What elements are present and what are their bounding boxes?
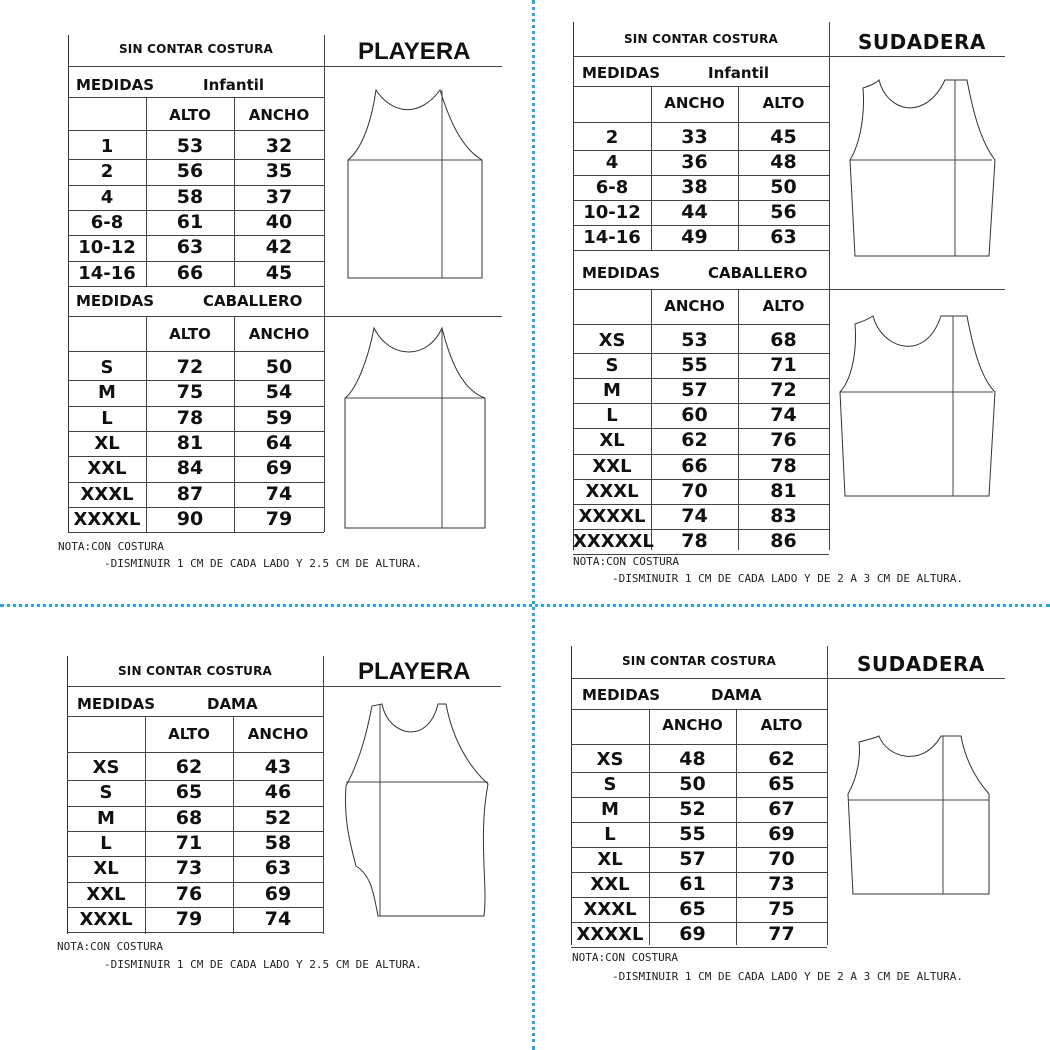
measure-value: 32	[265, 135, 293, 157]
measure-value: 76	[770, 429, 797, 452]
measure-value: 77	[768, 923, 795, 945]
note-text: -DISMINUIR 1 CM DE CADA LADO Y DE 2 A 3 CM DE ALTURA.	[612, 572, 963, 585]
measure-value: 65	[768, 773, 795, 795]
table-header: SIN CONTAR COSTURA	[623, 32, 779, 46]
section-label: MEDIDAS	[77, 695, 156, 713]
column-header: ALTO	[762, 94, 805, 112]
column-header: ALTO	[169, 325, 211, 343]
size-label: 14-16	[583, 227, 641, 248]
size-label: XL	[599, 430, 625, 452]
column-header: ANCHO	[248, 106, 310, 124]
measure-value: 61	[679, 873, 706, 895]
measure-value: 38	[681, 176, 708, 198]
measure-value: 44	[681, 201, 708, 223]
section-label: MEDIDAS	[582, 686, 661, 704]
measure-value: 46	[264, 781, 292, 804]
measure-value: 52	[264, 806, 292, 829]
measure-value: 67	[768, 798, 795, 820]
size-label: L	[100, 832, 112, 854]
measure-value: 43	[264, 756, 292, 778]
measure-value: 79	[175, 907, 203, 930]
measure-value: 63	[770, 226, 797, 248]
size-label: 1	[100, 136, 114, 157]
measure-value: 56	[176, 160, 204, 183]
size-label: M	[601, 799, 619, 820]
measure-value: 68	[175, 806, 203, 829]
measure-value: 56	[770, 201, 797, 223]
measure-value: 90	[176, 507, 204, 530]
measure-value: 73	[768, 873, 795, 895]
measure-value: 74	[265, 482, 293, 505]
size-label: 2	[605, 127, 619, 148]
measure-value: 61	[176, 210, 204, 233]
measure-value: 86	[770, 529, 797, 552]
measure-value: 73	[175, 857, 203, 880]
measure-value: 50	[770, 176, 797, 198]
measure-value: 50	[265, 356, 293, 378]
sleeveless-top-outline-icon	[843, 728, 995, 898]
measure-value: 79	[265, 507, 293, 530]
size-label: XXL	[87, 458, 127, 480]
measure-value: 48	[679, 748, 706, 770]
size-label: 4	[100, 186, 114, 208]
measure-value: 70	[768, 848, 795, 870]
measure-value: 65	[175, 781, 203, 804]
note-text: -DISMINUIR 1 CM DE CADA LADO Y 2.5 CM DE ALTURA.	[104, 557, 422, 570]
table-header: SIN CONTAR COSTURA	[117, 664, 273, 678]
measure-value: 62	[768, 748, 795, 770]
size-label: XXXXL	[73, 508, 141, 530]
section-category: Infantil	[708, 64, 770, 82]
size-label: 6-8	[595, 177, 629, 198]
garment-title: PLAYERA	[358, 658, 471, 685]
measure-value: 69	[264, 882, 292, 905]
measure-value: 70	[681, 479, 708, 502]
row-divider	[571, 947, 827, 948]
measure-value: 71	[175, 831, 203, 854]
measure-value: 78	[176, 406, 204, 429]
note-text: -DISMINUIR 1 CM DE CADA LADO Y 2.5 CM DE ALTURA.	[104, 958, 422, 971]
size-label: XS	[598, 330, 626, 351]
measure-value: 62	[681, 429, 708, 452]
size-label: XXL	[592, 455, 632, 477]
measure-value: 52	[679, 798, 706, 820]
measure-value: 74	[681, 504, 708, 527]
size-label: 10-12	[583, 202, 641, 223]
measure-value: 62	[175, 756, 203, 778]
size-label: XS	[596, 749, 624, 770]
size-label: 6-8	[90, 211, 124, 233]
size-label: XXL	[86, 883, 126, 905]
measure-value: 50	[679, 773, 706, 795]
section-category: Infantil	[203, 76, 265, 94]
measure-value: 68	[770, 329, 797, 351]
column-header: ANCHO	[247, 725, 309, 743]
column-header: ANCHO	[662, 716, 723, 734]
garment-title: PLAYERA	[358, 38, 471, 65]
section-label: MEDIDAS	[582, 264, 661, 282]
measure-value: 65	[679, 898, 706, 920]
measure-value: 58	[264, 831, 292, 854]
measure-value: 60	[681, 404, 708, 427]
measure-value: 71	[770, 354, 797, 377]
section-label: MEDIDAS	[76, 76, 155, 94]
measure-value: 48	[770, 151, 797, 173]
measure-value: 87	[176, 482, 204, 505]
measure-value: 84	[176, 457, 204, 480]
measure-value: 69	[265, 457, 293, 480]
size-label: 2	[100, 161, 114, 183]
measure-value: 72	[176, 356, 204, 378]
measure-value: 59	[265, 406, 293, 429]
table-header: SIN CONTAR COSTURA	[621, 654, 777, 668]
size-label: XXXL	[583, 899, 637, 920]
garment-title: SUDADERA	[857, 652, 985, 676]
size-label: M	[97, 807, 115, 829]
measure-value: 74	[264, 907, 292, 930]
size-label: XXXXL	[578, 505, 646, 527]
measure-value: 33	[681, 126, 708, 148]
column-header: ALTO	[760, 716, 803, 734]
column-header: ANCHO	[248, 325, 310, 343]
column-header: ANCHO	[664, 94, 725, 112]
measure-value: 74	[770, 404, 797, 427]
measure-value: 69	[768, 823, 795, 845]
measure-value: 63	[264, 857, 292, 880]
size-label: M	[98, 382, 116, 404]
measure-value: 35	[265, 160, 293, 183]
size-label: S	[605, 355, 619, 377]
size-label: XXXL	[585, 480, 639, 502]
measure-value: 37	[265, 185, 293, 208]
size-label: XL	[93, 858, 119, 880]
column-header: ALTO	[169, 106, 211, 124]
size-label: XXXXL	[576, 924, 644, 945]
measure-value: 64	[265, 431, 293, 454]
column-header: ALTO	[762, 297, 805, 315]
size-label: S	[99, 782, 113, 804]
measure-value: 55	[681, 354, 708, 377]
measure-value: 45	[265, 261, 293, 284]
table-header: SIN CONTAR COSTURA	[118, 42, 274, 56]
note-title: NOTA:CON COSTURA	[573, 555, 679, 568]
measure-value: 36	[681, 151, 708, 173]
measure-value: 49	[681, 226, 708, 248]
size-label: L	[606, 405, 618, 427]
note-text: -DISMINUIR 1 CM DE CADA LADO Y DE 2 A 3 CM DE ALTURA.	[612, 970, 963, 983]
measure-value: 58	[176, 185, 204, 208]
size-label: S	[100, 357, 114, 378]
note-title: NOTA:CON COSTURA	[572, 951, 678, 964]
measure-value: 45	[770, 126, 797, 148]
size-label: XXXL	[80, 483, 134, 505]
size-label: S	[603, 774, 617, 795]
size-label: XL	[94, 432, 120, 454]
size-label: 10-12	[78, 237, 136, 259]
measure-value: 78	[681, 529, 708, 552]
size-label: M	[603, 380, 621, 402]
size-label: XL	[597, 849, 623, 870]
measure-value: 66	[176, 261, 204, 284]
size-label: L	[101, 407, 113, 429]
column-header: ANCHO	[664, 297, 725, 315]
measure-value: 54	[265, 381, 293, 404]
measure-value: 55	[679, 823, 706, 845]
section-label: MEDIDAS	[582, 64, 661, 82]
measure-value: 78	[770, 454, 797, 477]
section-category: DAMA	[711, 686, 762, 704]
size-label: XXXXXL	[573, 530, 654, 552]
size-label: L	[604, 824, 616, 845]
size-label: XXXL	[79, 908, 133, 930]
measure-value: 75	[176, 381, 204, 404]
note-title: NOTA:CON COSTURA	[57, 940, 163, 953]
measure-value: 66	[681, 454, 708, 477]
measure-value: 69	[679, 923, 706, 945]
section-category: CABALLERO	[203, 292, 303, 310]
measure-value: 40	[265, 210, 293, 233]
measure-value: 83	[770, 504, 797, 527]
garment-title: SUDADERA	[858, 30, 986, 54]
measure-value: 81	[176, 431, 204, 454]
measure-value: 72	[770, 379, 797, 402]
measure-value: 57	[681, 379, 708, 402]
note-title: NOTA:CON COSTURA	[58, 540, 164, 553]
measure-value: 57	[679, 848, 706, 870]
section-category: DAMA	[207, 695, 258, 713]
size-label: 14-16	[78, 262, 136, 284]
section-label: MEDIDAS	[76, 292, 155, 310]
measure-value: 76	[175, 882, 203, 905]
measure-value: 42	[265, 236, 293, 259]
size-label: 4	[605, 152, 619, 173]
measure-value: 75	[768, 898, 795, 920]
measure-value: 53	[681, 329, 708, 351]
column-header: ALTO	[168, 725, 210, 743]
measure-value: 81	[770, 479, 797, 502]
size-label: XXL	[590, 874, 630, 895]
section-category: CABALLERO	[708, 264, 808, 282]
measure-value: 53	[176, 135, 204, 157]
size-label: XS	[92, 757, 120, 778]
measure-value: 63	[176, 236, 204, 259]
